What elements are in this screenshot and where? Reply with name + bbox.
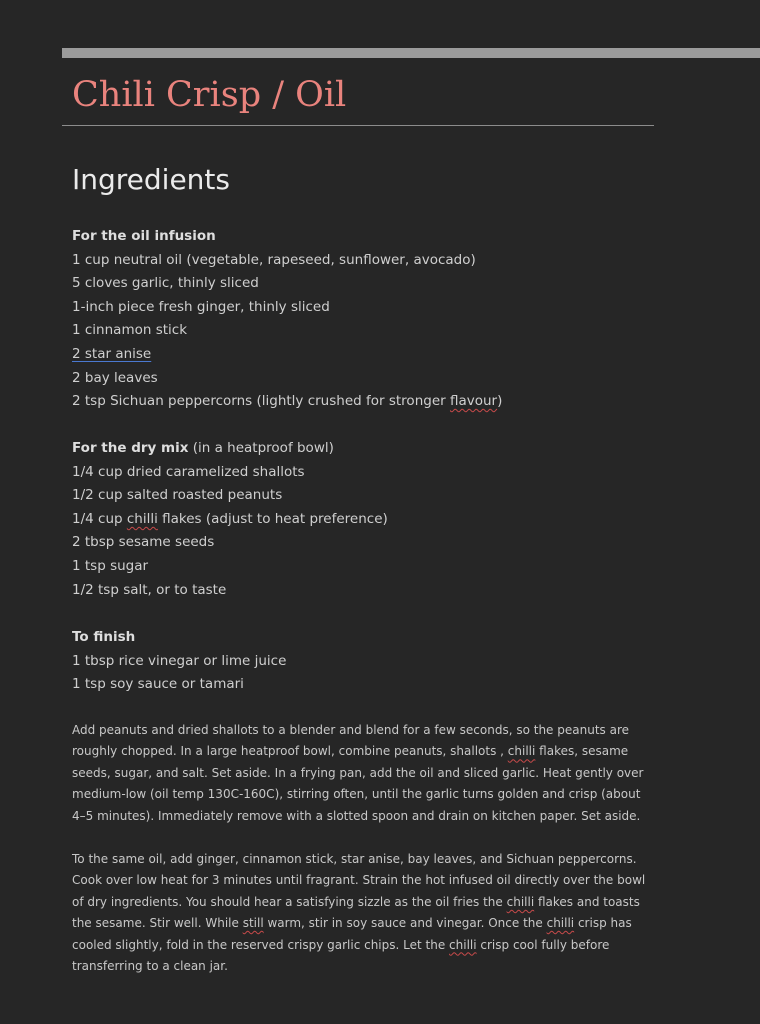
ingredient-item: 1/2 cup salted roasted peanuts bbox=[72, 487, 283, 504]
method-paragraph: To the same oil, add ginger, cinnamon stick, star anise, bay leaves, and Sichuan peppercorns. Cook over low heat for 3 minutes until fragrant. Strain the hot infused oil directly over the bowl of dry ingredients. You should hear a satisfying sizzle as the oil fries the chilli flakes and toasts the sesame. Stir well. While still warm, stir in soy sauce and vinegar. Once the chilli crisp has cooled slightly, fold in the reserved crispy garlic chips. Let the chilli crisp cool fully before transferring to a clean jar. bbox=[72, 852, 646, 974]
grammar-flagged-text[interactable]: 2 star anise bbox=[72, 345, 152, 362]
ingredient-item: 5 cloves garlic, thinly sliced bbox=[72, 275, 259, 292]
document-title: Chili Crisp / Oil bbox=[72, 75, 347, 115]
spelling-flagged-word[interactable]: chilli bbox=[546, 916, 575, 931]
ingredient-text: 1/4 cup chilli flakes (adjust to heat preference) bbox=[72, 510, 388, 527]
ingredient-item: 2 tbsp sesame seeds bbox=[72, 534, 215, 551]
spelling-flagged-word[interactable]: chilli bbox=[507, 744, 536, 759]
dry-mix-group bbox=[72, 437, 388, 602]
ingredients-heading: Ingredients bbox=[72, 163, 230, 196]
spelling-flagged-word[interactable]: flavour bbox=[449, 393, 498, 410]
spelling-flagged-word[interactable]: chilli bbox=[449, 937, 477, 952]
ingredient-item bbox=[72, 343, 502, 367]
oil-infusion-heading: For the oil infusion bbox=[72, 228, 216, 244]
ingredient-item: 1/2 tsp salt, or to taste bbox=[72, 581, 227, 598]
ingredient-text: 2 tsp Sichuan peppercorns (lightly crushed for stronger flavour) bbox=[72, 393, 503, 410]
ingredient-item: 1 tsp sugar bbox=[72, 557, 149, 574]
ingredient-item: 1 tsp soy sauce or tamari bbox=[72, 676, 244, 693]
ingredient-item: 1/4 cup dried caramelized shallots bbox=[72, 463, 305, 480]
dry-mix-heading: For the dry mix (in a heatproof bowl) bbox=[72, 440, 334, 456]
ingredient-item bbox=[72, 390, 502, 414]
ingredient-item: 1 tbsp rice vinegar or lime juice bbox=[72, 652, 287, 669]
method-paragraph: Add peanuts and dried shallots to a blender and blend for a few seconds, so the peanuts are roughly chopped. In a large heatproof bowl, combine peanuts, shallots , chilli flakes, sesame seeds, sugar, and salt. Set aside. In a frying pan, add the oil and sliced garlic. Heat gently over medium-low (oil temp 130C-160C), stirring often, until the garlic turns golden and crisp (about 4–5 minutes). Immediately remove with a slotted spoon and drain on kitchen paper. Set aside. bbox=[72, 723, 644, 823]
spelling-flagged-word[interactable]: chilli bbox=[126, 510, 158, 527]
oil-infusion-group bbox=[72, 225, 502, 414]
ingredient-item: 1 cup neutral oil (vegetable, rapeseed, sunflower, avocado) bbox=[72, 251, 476, 268]
title-divider bbox=[62, 125, 654, 126]
spelling-flagged-word[interactable]: still bbox=[242, 916, 264, 931]
ingredient-item bbox=[72, 508, 388, 532]
ingredient-item: 2 bay leaves bbox=[72, 369, 158, 386]
spelling-flagged-word[interactable]: chilli bbox=[506, 894, 535, 909]
to-finish-group bbox=[72, 626, 286, 697]
ingredient-item: 1-inch piece fresh ginger, thinly sliced bbox=[72, 298, 330, 315]
to-finish-heading: To finish bbox=[72, 629, 136, 645]
ingredient-item: 1 cinnamon stick bbox=[72, 322, 188, 339]
top-border-bar bbox=[62, 48, 760, 58]
